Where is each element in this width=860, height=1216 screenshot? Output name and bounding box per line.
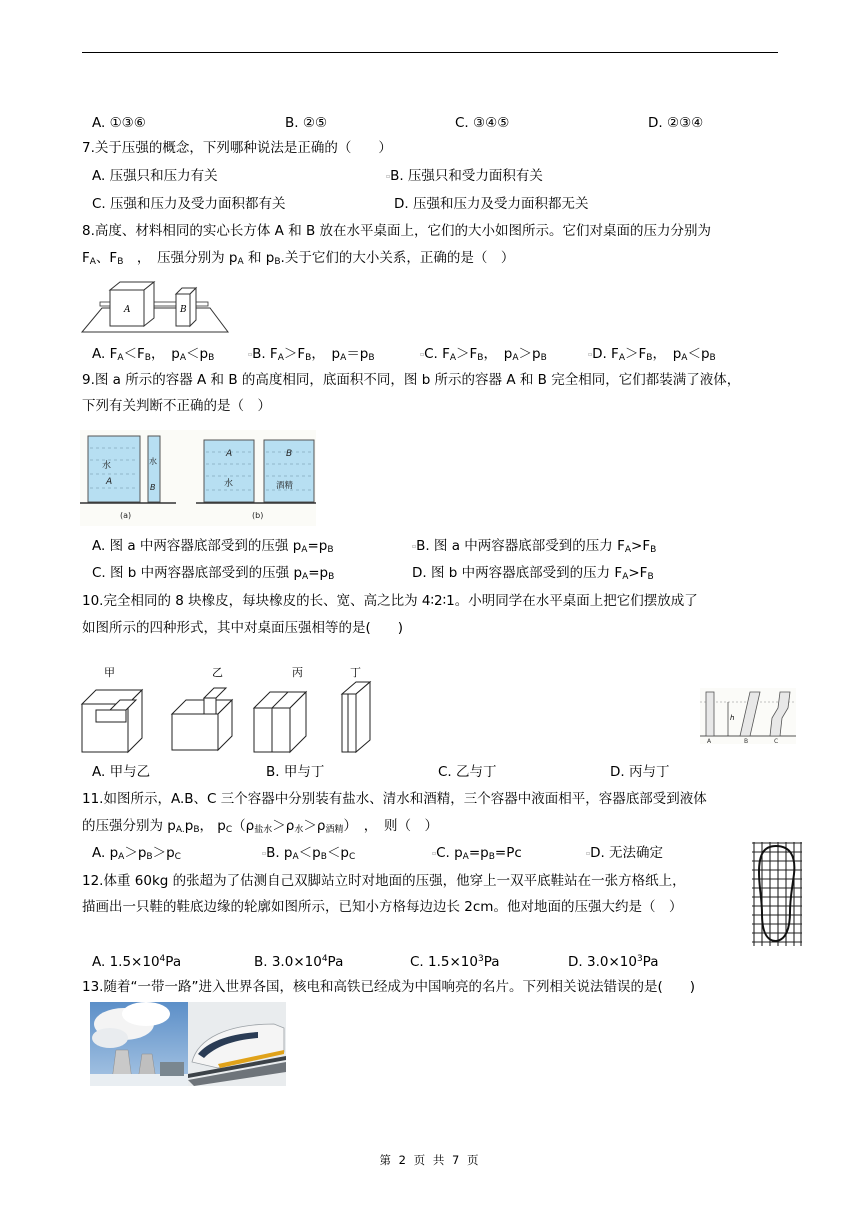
q11-fig-label-a: A (707, 738, 712, 745)
q9-fig-alcohol: 酒精 (276, 481, 294, 491)
q9-option-c[interactable]: C. 图 b 中两容器底部受到的压强 $p_A=p_B$ (92, 565, 335, 582)
q11-option-b[interactable]: ▫B. $p_A<p_B<p_C$ (262, 845, 356, 862)
q12-option-a[interactable]: A. $1.5\times 10^4Pa$ (92, 954, 182, 970)
q10-figure-eraser-stacks (80, 664, 392, 756)
q11-figure-containers (700, 688, 796, 744)
header-rule (82, 52, 778, 53)
q9-figure-containers (80, 430, 316, 526)
q9-fig-water-ba: 水 (224, 479, 234, 489)
q9-option-a[interactable]: A. 图 a 中两容器底部受到的压强 $p_A=p_B$ (92, 538, 334, 555)
q10-stem-line1: 10.完全相同的 8 块橡皮，每块橡皮的长、宽、高之比为 4∶2∶1。小明同学在水平桌面上把它们摆放成了 (82, 593, 698, 609)
q12-figure-shoe-grid (752, 842, 802, 946)
q11-stem-line1: 11.如图所示，A.B、C 三个容器中分别装有盐水、清水和酒精，三个容器中液面相平，容器底部受到液体 (82, 791, 707, 807)
q11-stem-line2: 的压强分别为 $p_{A.}p_B$， $p_C(\rho_{盐水}>\rho_水>\rho_{酒精})$ ， 则（ ） (82, 818, 438, 835)
q9-fig-label-a: A (106, 477, 113, 487)
q9-fig-label-b-a: A (226, 449, 233, 459)
q6-option-c[interactable]: C. ③④⑤ (455, 115, 510, 131)
q11-option-d[interactable]: ▫D. 无法确定 (586, 845, 664, 861)
q6-option-d[interactable]: D. ②③④ (648, 115, 704, 131)
q8-option-a[interactable]: A. $F_A<F_B$， $p_A<p_B$ (92, 346, 215, 363)
q11-option-a[interactable]: A. $p_A>p_B>p_C$ (92, 845, 181, 862)
q11-fig-label-b: B (744, 738, 749, 745)
q8-figure-label-b: B (180, 305, 187, 315)
q9-fig-label-b-b: B (286, 449, 293, 459)
q10-fig-label-ding: 丁 (350, 666, 361, 679)
q9-fig-caption-a: (a) (120, 511, 132, 520)
q12-option-c[interactable]: C. $1.5\times 10^3Pa$ (410, 954, 500, 970)
q7-option-d[interactable]: D. 压强和压力及受力面积都无关 (394, 196, 589, 212)
q12-stem-line1: 12.体重 60kg 的张超为了估测自己双脚站立时对地面的压强，他穿上一双平底鞋站在一张方格纸上， (82, 873, 686, 889)
q13-photo-high-speed-train (188, 1002, 286, 1086)
q9-fig-water-a: 水 (102, 461, 112, 471)
q10-option-b[interactable]: B. 甲与丁 (266, 764, 325, 780)
q10-option-d[interactable]: D. 丙与丁 (610, 764, 670, 780)
q10-option-c[interactable]: C. 乙与丁 (438, 764, 497, 780)
q13-stem: 13.随着“一带一路”进入世界各国，核电和高铁已经成为中国响亮的名片。下列相关说法错误的是( ) (82, 979, 695, 995)
q11-fig-label-c: C (774, 738, 779, 745)
q6-option-a[interactable]: A. ①③⑥ (92, 115, 146, 131)
q9-option-d[interactable]: D. 图 b 中两容器底部受到的压力 $F_A>F_B$ (412, 565, 654, 582)
q8-stem-line2: $F_A$、$F_B$ ， 压强分别为 $p_A$ 和 $p_B$.关于它们的大小关系，正确的是（ ） (82, 250, 515, 267)
q10-option-a[interactable]: A. 甲与乙 (92, 764, 151, 780)
q11-fig-h: h (730, 714, 735, 722)
q7-option-c[interactable]: C. 压强和压力及受力面积都有关 (92, 196, 286, 212)
q9-fig-water-b: 水 (149, 457, 157, 466)
q10-fig-label-jia: 甲 (104, 666, 115, 679)
q8-figure-blocks (80, 280, 230, 336)
q9-stem-line2: 下列有关判断不正确的是（ ） (82, 398, 271, 414)
q8-option-b[interactable]: ▫B. $F_A>F_B$， $p_A=p_B$ (248, 346, 375, 363)
q8-figure-label-a: A (124, 305, 131, 315)
q7-stem: 7.关于压强的概念，下列哪种说法是正确的（ ） (82, 140, 392, 156)
q7-option-b[interactable]: ▫B. 压强只和受力面积有关 (386, 168, 543, 184)
q9-fig-label-b: B (150, 483, 156, 492)
q8-stem-line1: 8.高度、材料相同的实心长方体 A 和 B 放在水平桌面上，它们的大小如图所示。它们对桌面的压力分别为 (82, 223, 712, 239)
q9-fig-caption-b: (b) (252, 511, 264, 520)
q12-option-b[interactable]: B. $3.0\times 10^4Pa$ (254, 954, 344, 970)
q9-stem-line1: 9.图 a 所示的容器 A 和 B 的高度相同，底面积不同，图 b 所示的容器 A 和 B 完全相同，它们都装满了液体， (82, 372, 741, 388)
q12-stem-line2: 描画出一只鞋的鞋底边缘的轮廓如图所示，已知小方格每边边长 2cm。他对地面的压强大约是（ ） (82, 899, 683, 915)
q9-option-b[interactable]: ▫B. 图 a 中两容器底部受到的压力 $F_A>F_B$ (412, 538, 657, 555)
q8-option-d[interactable]: ▫D. $F_A>F_B$， $p_A<p_B$ (588, 346, 716, 363)
q13-photo-nuclear-plant (90, 1002, 188, 1086)
q11-option-c[interactable]: ▫C. $p_A=p_B=Pc$ (432, 845, 522, 862)
q8-option-c[interactable]: ▫C. $F_A>F_B$， $p_A>p_B$ (420, 346, 547, 363)
q6-option-b[interactable]: B. ②⑤ (285, 115, 328, 131)
q10-stem-line2: 如图所示的四种形式，其中对桌面压强相等的是( ) (82, 620, 404, 636)
q12-option-d[interactable]: D. $3.0\times 10^3Pa$ (568, 954, 659, 970)
q10-fig-label-bing: 丙 (292, 666, 303, 679)
q10-fig-label-yi: 乙 (212, 666, 223, 679)
q7-option-a[interactable]: A. 压强只和压力有关 (92, 168, 218, 184)
page-footer: 第 2 页 共 7 页 (379, 1153, 481, 1167)
